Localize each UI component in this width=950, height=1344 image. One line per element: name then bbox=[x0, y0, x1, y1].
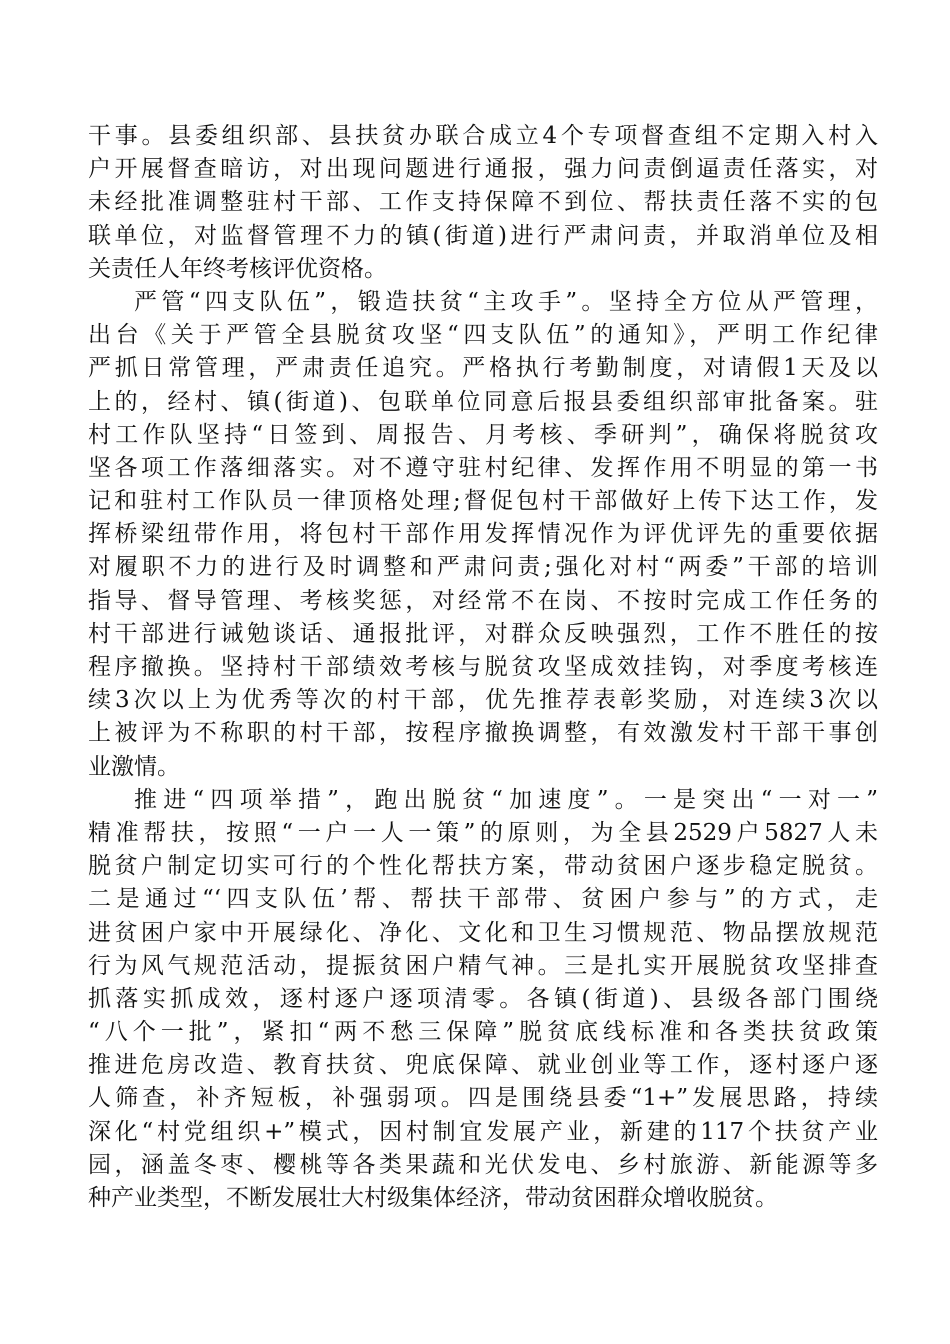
text-line: 严抓日常管理，严肃责任追究。严格执行考勤制度，对请假1天及以 bbox=[88, 355, 878, 382]
text-line: 干事。县委组织部、县扶贫办联合成立4个专项督查组不定期入村入 bbox=[88, 123, 878, 149]
text-line: 联单位，对监督管理不力的镇(街道)进行严肃问责，并取消单位及相 bbox=[88, 222, 878, 249]
text-line: 种产业类型，不断发展壮大村级集体经济，带动贫困群众增收脱贫。 bbox=[88, 1185, 778, 1211]
text-line: 严管“四支队伍”，锻造扶贫“主攻手”。坚持全方位从严管理， bbox=[134, 288, 878, 315]
text-line: 村干部进行诫勉谈话、通报批评，对群众反映强烈，工作不胜任的按 bbox=[88, 620, 878, 647]
document-body bbox=[88, 120, 878, 1215]
text-line: 园，涵盖冬枣、樱桃等各类果蔬和光伏发电、乡村旅游、新能源等多 bbox=[88, 1151, 878, 1178]
text-line: 坚各项工作落细落实。对不遵守驻村纪律、发挥作用不明显的第一书 bbox=[88, 454, 878, 481]
text-line: 对履职不力的进行及时调整和严肃问责;强化对村“两委”干部的培训 bbox=[88, 554, 878, 581]
text-line: 出台《关于严管全县脱贫攻坚“四支队伍”的通知》，严明工作纪律 bbox=[88, 322, 878, 349]
text-line: 推进“四项举措”，跑出脱贫“加速度”。一是突出“一对一” bbox=[134, 786, 878, 813]
text-line: 抓落实抓成效，逐村逐户逐项清零。各镇(街道)、县级各部门围绕 bbox=[88, 985, 878, 1012]
text-line: 续3次以上为优秀等次的村干部，优先推荐表彰奖励，对连续3次以 bbox=[88, 687, 878, 714]
text-line: 村工作队坚持“日签到、周报告、月考核、季研判”，确保将脱贫攻 bbox=[88, 421, 878, 448]
text-line: 二是通过“‘四支队伍’帮、帮扶干部带、贫困户参与”的方式，走 bbox=[88, 886, 878, 913]
text-line: 深化“村党组织+”模式，因村制宜发展产业，新建的117个扶贫产业 bbox=[88, 1118, 878, 1145]
text-line: 户开展督查暗访，对出现问题进行通报，强力问责倒逼责任落实，对 bbox=[88, 156, 878, 183]
text-line: 业激情。 bbox=[88, 753, 180, 780]
text-line: 指导、督导管理、考核奖惩，对经常不在岗、不按时完成工作任务的 bbox=[88, 587, 878, 614]
text-line: 精准帮扶，按照“一户一人一策”的原则，为全县2529户5827人未 bbox=[88, 819, 878, 846]
text-line: 脱贫户制定切实可行的个性化帮扶方案，带动贫困户逐步稳定脱贫。 bbox=[88, 853, 878, 880]
text-line: 上的，经村、镇(街道)、包联单位同意后报县委组织部审批备案。驻 bbox=[88, 388, 878, 415]
text-line: 挥桥梁纽带作用，将包村干部作用发挥情况作为评优评先的重要依据 bbox=[88, 521, 878, 548]
text-line: 行为风气规范活动，提振贫困户精气神。三是扎实开展脱贫攻坚排查 bbox=[88, 952, 878, 979]
text-line: 程序撤换。坚持村干部绩效考核与脱贫攻坚成效挂钩，对季度考核连 bbox=[88, 654, 878, 680]
text-line: “八个一批”，紧扣“两不愁三保障”脱贫底线标准和各类扶贫政策 bbox=[88, 1019, 878, 1046]
text-line: 进贫困户家中开展绿化、净化、文化和卫生习惯规范、物品摆放规范 bbox=[88, 919, 878, 946]
text-line: 上被评为不称职的村干部，按程序撤换调整，有效激发村干部干事创 bbox=[88, 720, 878, 747]
text-line: 未经批准调整驻村干部、工作支持保障不到位、帮扶责任落不实的包 bbox=[88, 189, 878, 216]
text-line: 关责任人年终考核评优资格。 bbox=[88, 255, 387, 282]
text-line: 人筛查，补齐短板，补强弱项。四是围绕县委“1+”发展思路，持续 bbox=[88, 1085, 878, 1112]
text-line: 推进危房改造、教育扶贫、兜底保障、就业创业等工作，逐村逐户逐 bbox=[88, 1052, 878, 1079]
text-line: 记和驻村工作队员一律顶格处理;督促包村干部做好上传下达工作，发 bbox=[88, 488, 878, 515]
